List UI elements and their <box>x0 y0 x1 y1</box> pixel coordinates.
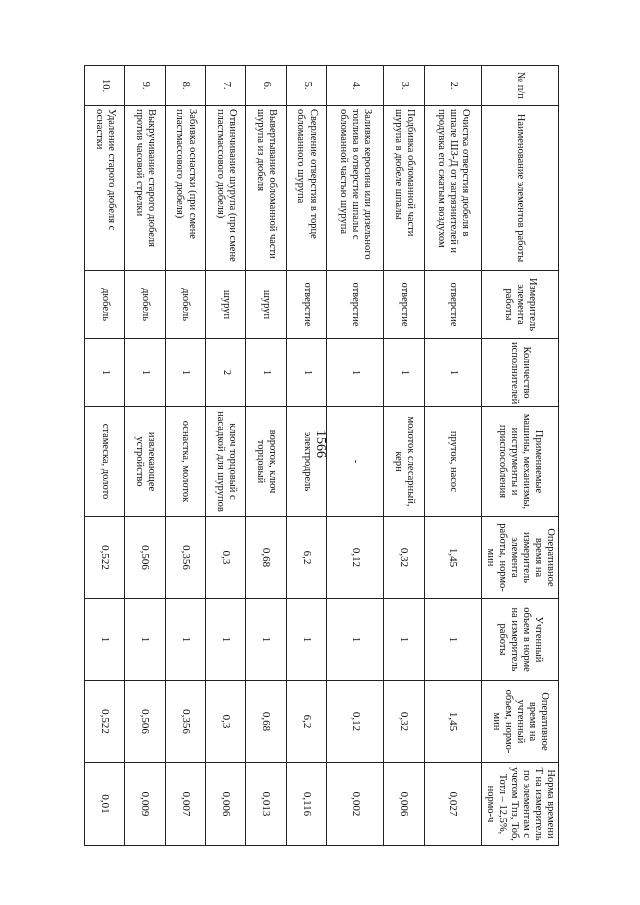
table-row <box>206 66 246 846</box>
cell-no: 4. <box>327 66 384 106</box>
cell-accounted-volume: 1 <box>246 599 286 681</box>
cell-norm-time: 0,002 <box>327 763 384 846</box>
table-header-row <box>481 66 558 846</box>
cell-accounted-volume: 1 <box>327 599 384 681</box>
cell-no: 9. <box>125 66 165 106</box>
cell-meter: дюбель <box>125 271 165 339</box>
cell-norm-time: 0,013 <box>246 763 286 846</box>
cell-meter: отверстие <box>327 271 384 339</box>
cell-workers: 1 <box>327 339 384 407</box>
cell-name: Очистка отверстия дюбеля в шпале ШЗ-Д от загрязнителей и продувка его сжатым воздухом <box>424 106 481 271</box>
cell-tools: - <box>327 407 384 517</box>
cell-norm-time: 0,027 <box>424 763 481 846</box>
table-row <box>85 66 125 846</box>
cell-op-time-accounted: 0,68 <box>246 681 286 763</box>
cell-op-time-element: 0,68 <box>246 517 286 599</box>
cell-workers: 1 <box>286 339 326 407</box>
header-accounted-volume: Учтенный объем в норме на измеритель работы <box>481 599 558 681</box>
header-norm-time: Норма времени Т на измеритель по элементам с учетом Тпз, Тоб, Тотл – 12,5%, нормо-ч <box>481 763 558 846</box>
cell-norm-time: 0,007 <box>165 763 205 846</box>
cell-accounted-volume: 1 <box>384 599 424 681</box>
table-row <box>125 66 165 846</box>
cell-name: Вывертывание обломанной части шурупа из дюбеля <box>246 106 286 271</box>
cell-no: 8. <box>165 66 205 106</box>
cell-tools: извлекающее устройство <box>125 407 165 517</box>
cell-norm-time: 0,006 <box>206 763 246 846</box>
cell-tools: молоток слесарный, керн <box>384 407 424 517</box>
cell-meter: отверстие <box>384 271 424 339</box>
cell-meter: шуруп <box>246 271 286 339</box>
cell-tools: оснастка, молоток <box>165 407 205 517</box>
header-op-time-accounted: Оперативное время на учтенный объем, нормо-мин <box>481 681 558 763</box>
cell-accounted-volume: 1 <box>125 599 165 681</box>
cell-accounted-volume: 1 <box>206 599 246 681</box>
cell-no: 7. <box>206 66 246 106</box>
table-row <box>165 66 205 846</box>
cell-tools: вороток, ключ торцовый <box>246 407 286 517</box>
cell-no: 3. <box>384 66 424 106</box>
cell-op-time-element: 6,2 <box>286 517 326 599</box>
cell-meter: дюбель <box>85 271 125 339</box>
cell-tools: электродрель <box>286 407 326 517</box>
cell-op-time-accounted: 1,45 <box>424 681 481 763</box>
cell-op-time-element: 0,522 <box>85 517 125 599</box>
cell-workers: 1 <box>125 339 165 407</box>
cell-op-time-accounted: 0,506 <box>125 681 165 763</box>
cell-name: Сверление отверстия в торце обломанного шурупа <box>286 106 326 271</box>
header-meter: Измеритель элемента работы <box>481 271 558 339</box>
cell-op-time-accounted: 0,3 <box>206 681 246 763</box>
cell-meter: отверстие <box>286 271 326 339</box>
cell-norm-time: 0,006 <box>384 763 424 846</box>
cell-op-time-accounted: 6,2 <box>286 681 326 763</box>
cell-tools: стамеска, долото <box>85 407 125 517</box>
cell-norm-time: 0,116 <box>286 763 326 846</box>
cell-name: Выкручивание старого дюбеля против часовой стрелки <box>125 106 165 271</box>
cell-name: Отвинчивание шурупа (при смене пластмассового дюбеля) <box>206 106 246 271</box>
cell-no: 5. <box>286 66 326 106</box>
cell-workers: 1 <box>384 339 424 407</box>
cell-meter: шуруп <box>206 271 246 339</box>
cell-name: Подбивка обломанной части шурупа в дюбеле шпалы <box>384 106 424 271</box>
cell-op-time-accounted: 0,32 <box>384 681 424 763</box>
cell-op-time-accounted: 0,356 <box>165 681 205 763</box>
cell-name: Удаление старого дюбеля с оснастки <box>85 106 125 271</box>
header-workers: Количество исполнителей <box>481 339 558 407</box>
cell-op-time-element: 0,32 <box>384 517 424 599</box>
cell-op-time-element: 0,356 <box>165 517 205 599</box>
cell-op-time-element: 0,12 <box>327 517 384 599</box>
header-op-time-element: Оперативное время на измеритель элемента работы, нормо-мин <box>481 517 558 599</box>
table-row <box>246 66 286 846</box>
page-number: 1566 <box>313 430 328 458</box>
cell-accounted-volume: 1 <box>424 599 481 681</box>
cell-op-time-element: 1,45 <box>424 517 481 599</box>
cell-no: 6. <box>246 66 286 106</box>
cell-no: 10. <box>85 66 125 106</box>
cell-norm-time: 0,01 <box>85 763 125 846</box>
cell-op-time-accounted: 0,522 <box>85 681 125 763</box>
header-name: Наименование элементов работы <box>481 106 558 271</box>
cell-norm-time: 0,009 <box>125 763 165 846</box>
table-row <box>424 66 481 846</box>
cell-name: Заливка керосина или дизельного топлива в отверстие шпалы с обломанной частью шурупа <box>327 106 384 271</box>
cell-op-time-element: 0,3 <box>206 517 246 599</box>
table-row <box>286 66 326 846</box>
cell-tools: ключ торцовый с насадкой для шурупов <box>206 407 246 517</box>
cell-accounted-volume: 1 <box>85 599 125 681</box>
cell-workers: 1 <box>165 339 205 407</box>
table-container <box>84 65 559 845</box>
cell-op-time-accounted: 0,12 <box>327 681 384 763</box>
cell-workers: 1 <box>424 339 481 407</box>
cell-op-time-element: 0,506 <box>125 517 165 599</box>
cell-accounted-volume: 1 <box>165 599 205 681</box>
cell-workers: 2 <box>206 339 246 407</box>
table-row <box>327 66 384 846</box>
cell-name: Забивка оснастки (при смене пластмассового дюбеля) <box>165 106 205 271</box>
header-no: № п/п <box>481 66 558 106</box>
cell-meter: отверстие <box>424 271 481 339</box>
cell-workers: 1 <box>85 339 125 407</box>
cell-no: 2. <box>424 66 481 106</box>
cell-accounted-volume: 1 <box>286 599 326 681</box>
cell-workers: 1 <box>246 339 286 407</box>
work-elements-table <box>84 65 559 846</box>
cell-tools: пруток, насос <box>424 407 481 517</box>
table-row <box>384 66 424 846</box>
cell-meter: дюбель <box>165 271 205 339</box>
header-tools: Применяемые машины, механизмы, инструменты и приспособления <box>481 407 558 517</box>
